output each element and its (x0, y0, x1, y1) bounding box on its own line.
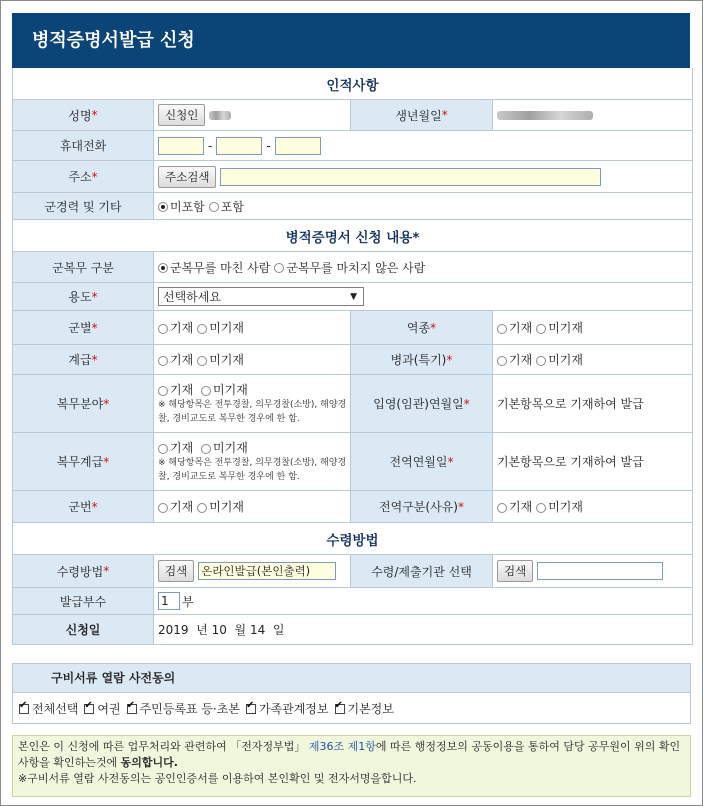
birth-label: 생년월일 * (350, 100, 493, 130)
branch-label: 군별 * (13, 311, 154, 344)
consent-section (12, 663, 691, 724)
role-label: 역종 * (350, 311, 493, 344)
service-option-completed[interactable]: 군복무를 마친 사람 (158, 259, 270, 276)
address-row (13, 161, 692, 193)
address-search-button[interactable]: 주소검색 (158, 166, 216, 188)
specialty-option-no[interactable]: 미기재 (536, 351, 583, 368)
method-row (13, 555, 692, 588)
copies-label: 발급부수 (13, 588, 154, 614)
radio-icon (201, 386, 211, 396)
field-note: ※ 해당항목은 전투경찰, 의무경찰(소방), 해양경찰, 경비교도로 복무한 경우에 한 함. (158, 400, 347, 424)
grade-option-no[interactable]: 미기재 (201, 441, 248, 455)
name-cell (154, 100, 350, 130)
enlist-label: 입영(임관)연월일 * (350, 375, 493, 432)
service-label: 군복무 구분 (13, 252, 154, 282)
military-label: 군경력 및 기타 (13, 193, 154, 219)
checkbox-icon (19, 704, 29, 714)
method-label: 수령방법 * (13, 555, 154, 587)
checkbox-family-relation[interactable]: ✔ 가족관계정보 (246, 700, 329, 717)
page-title: 병적증명서발급 신청 (12, 13, 690, 68)
discharge-type-cell (493, 491, 692, 522)
radio-icon (497, 324, 507, 334)
branch-cell (154, 311, 350, 344)
agency-label: 수령/제출기관 선택 (350, 555, 493, 587)
service-option-incomplete[interactable]: 군복무를 마치지 않은 사람 (274, 259, 425, 276)
grade-option-yes[interactable]: 기재 (158, 441, 193, 455)
radio-icon (197, 324, 207, 334)
rank-row (13, 345, 692, 375)
radio-icon (201, 444, 211, 454)
radio-icon (158, 324, 168, 334)
specialty-label: 병과(특기) * (350, 345, 493, 374)
radio-icon (274, 263, 284, 273)
phone-row (13, 131, 692, 161)
field-option-yes[interactable]: 기재 (158, 383, 193, 397)
applicant-button[interactable]: 신청인 (158, 104, 205, 126)
rank-label: 계급 * (13, 345, 154, 374)
purpose-row (13, 283, 692, 311)
radio-icon (158, 356, 168, 366)
radio-icon (197, 356, 207, 366)
military-cell (154, 193, 692, 219)
grade-note: ※ 해당항목은 전투경찰, 의무경찰(소방), 해양경찰, 경비교도로 복무한 경우에 한 함. (158, 458, 347, 482)
serial-row (13, 491, 692, 523)
purpose-cell (154, 283, 692, 310)
radio-icon (536, 503, 546, 513)
military-option-exclude[interactable]: 미포함 (158, 198, 205, 215)
field-option-no[interactable]: 미기재 (201, 383, 248, 397)
method-search-button[interactable]: 검색 (158, 560, 194, 582)
branch-row (13, 311, 692, 345)
birth-redacted (497, 111, 593, 120)
checkbox-select-all[interactable]: ✔전체선택 (19, 700, 78, 717)
date-month: 10 (211, 622, 227, 637)
serial-option-no[interactable]: 미기재 (197, 498, 244, 515)
date-cell: 2019 년 10 월 14 일 (158, 622, 285, 637)
address-input[interactable] (220, 168, 601, 186)
phone-part2-input[interactable] (216, 137, 262, 155)
purpose-select[interactable]: 선택하세요 ▼ (158, 287, 364, 306)
role-option-no[interactable]: 미기재 (536, 319, 583, 336)
agency-cell (493, 555, 692, 587)
field-row (13, 375, 692, 433)
radio-icon (158, 444, 168, 454)
grade-label: 복무계급 * (13, 433, 154, 490)
application-form (12, 68, 693, 645)
service-cell (154, 252, 692, 282)
radio-icon (497, 356, 507, 366)
method-input[interactable]: 온라인발급(본인출력) (198, 562, 336, 580)
birth-cell (493, 100, 692, 130)
specialty-option-yes[interactable]: 기재 (497, 351, 532, 368)
checkbox-passport[interactable]: ✔ 여권 (84, 700, 120, 717)
field-cell (154, 375, 350, 432)
branch-option-no[interactable]: 미기재 (197, 319, 244, 336)
date-row (13, 615, 692, 645)
date-label: 신청일 (13, 615, 154, 644)
radio-icon (536, 324, 546, 334)
consent-title: 구비서류 열람 사전동의 (13, 664, 690, 693)
consent-items (13, 693, 690, 723)
phone-part1-input[interactable] (158, 137, 204, 155)
discharge-value: 기본항목으로 기재하여 발급 (497, 455, 644, 469)
radio-icon (197, 503, 207, 513)
role-option-yes[interactable]: 기재 (497, 319, 532, 336)
date-year: 2019 (158, 622, 189, 637)
radio-icon (158, 386, 168, 396)
phone-part3-input[interactable] (275, 137, 321, 155)
chevron-down-icon: ▼ (350, 291, 357, 302)
date-day: 14 (249, 622, 266, 637)
checkbox-icon (246, 704, 256, 714)
method-cell (154, 555, 350, 587)
checkbox-resident-registration[interactable]: ✔ 주민등록표 등·초본 (127, 700, 240, 717)
discharge-type-option-no[interactable]: 미기재 (536, 498, 583, 515)
checkbox-icon (84, 704, 94, 714)
section-personal: 인적사항 (13, 68, 692, 100)
name-label: 성명 * (13, 100, 154, 130)
phone-cell: - - (154, 131, 692, 160)
section-request: 병적증명서 신청 내용* (13, 220, 692, 252)
name-redacted (209, 111, 231, 120)
checkbox-basic-info[interactable]: ✔ 기본정보 (335, 700, 394, 717)
radio-icon (497, 503, 507, 513)
checkbox-icon (127, 704, 137, 714)
branch-option-yes[interactable]: 기재 (158, 319, 193, 336)
field-label: 복무분야 * (13, 375, 154, 432)
radio-icon (158, 263, 168, 273)
radio-icon (158, 202, 168, 212)
rank-cell (154, 345, 350, 374)
military-option-include[interactable]: 포함 (209, 198, 244, 215)
agency-input[interactable] (537, 562, 663, 580)
serial-cell (154, 491, 350, 522)
copies-input[interactable]: 1 (158, 592, 180, 610)
radio-icon (158, 503, 168, 513)
military-row (13, 193, 692, 220)
copies-cell: 1 부 (154, 588, 692, 614)
discharge-type-label: 전역구분(사유) * (350, 491, 493, 522)
rank-option-no[interactable]: 미기재 (197, 351, 244, 368)
enlist-value: 기본항목으로 기재하여 발급 (497, 397, 644, 411)
service-row (13, 252, 692, 283)
consent-statement: 본인은 이 신청에 따른 업무처리와 관련하여 「전자정부법」 제36조 제1항에 따른 행정정보의 공동이용을 통하여 담당 공무원이 위의 확인 사항을 확인하는것에 동의합니다. ※구비서류 열람 사전동의는 공인인증서를 이용하여 본인확인 및 전자서명을합니다. (12, 735, 691, 797)
copies-row (13, 588, 692, 615)
radio-icon (536, 356, 546, 366)
discharge-label: 전역연월일 * (350, 433, 493, 490)
grade-row (13, 433, 692, 491)
radio-icon (209, 202, 219, 212)
agency-search-button[interactable]: 검색 (497, 560, 533, 582)
role-cell (493, 311, 692, 344)
serial-label: 군번 * (13, 491, 154, 522)
address-label: 주소 * (13, 161, 154, 192)
grade-cell (154, 433, 350, 490)
specialty-cell (493, 345, 692, 374)
checkbox-icon (335, 704, 345, 714)
section-receive: 수령방법 (13, 523, 692, 555)
discharge-type-option-yes[interactable]: 기재 (497, 498, 532, 515)
phone-label: 휴대전화 (13, 131, 154, 160)
purpose-label: 용도 * (13, 283, 154, 310)
rank-option-yes[interactable]: 기재 (158, 351, 193, 368)
name-row (13, 100, 692, 131)
serial-option-yes[interactable]: 기재 (158, 498, 193, 515)
law-reference-link[interactable]: 제36조 제1항 (308, 740, 376, 753)
address-cell (154, 161, 692, 192)
